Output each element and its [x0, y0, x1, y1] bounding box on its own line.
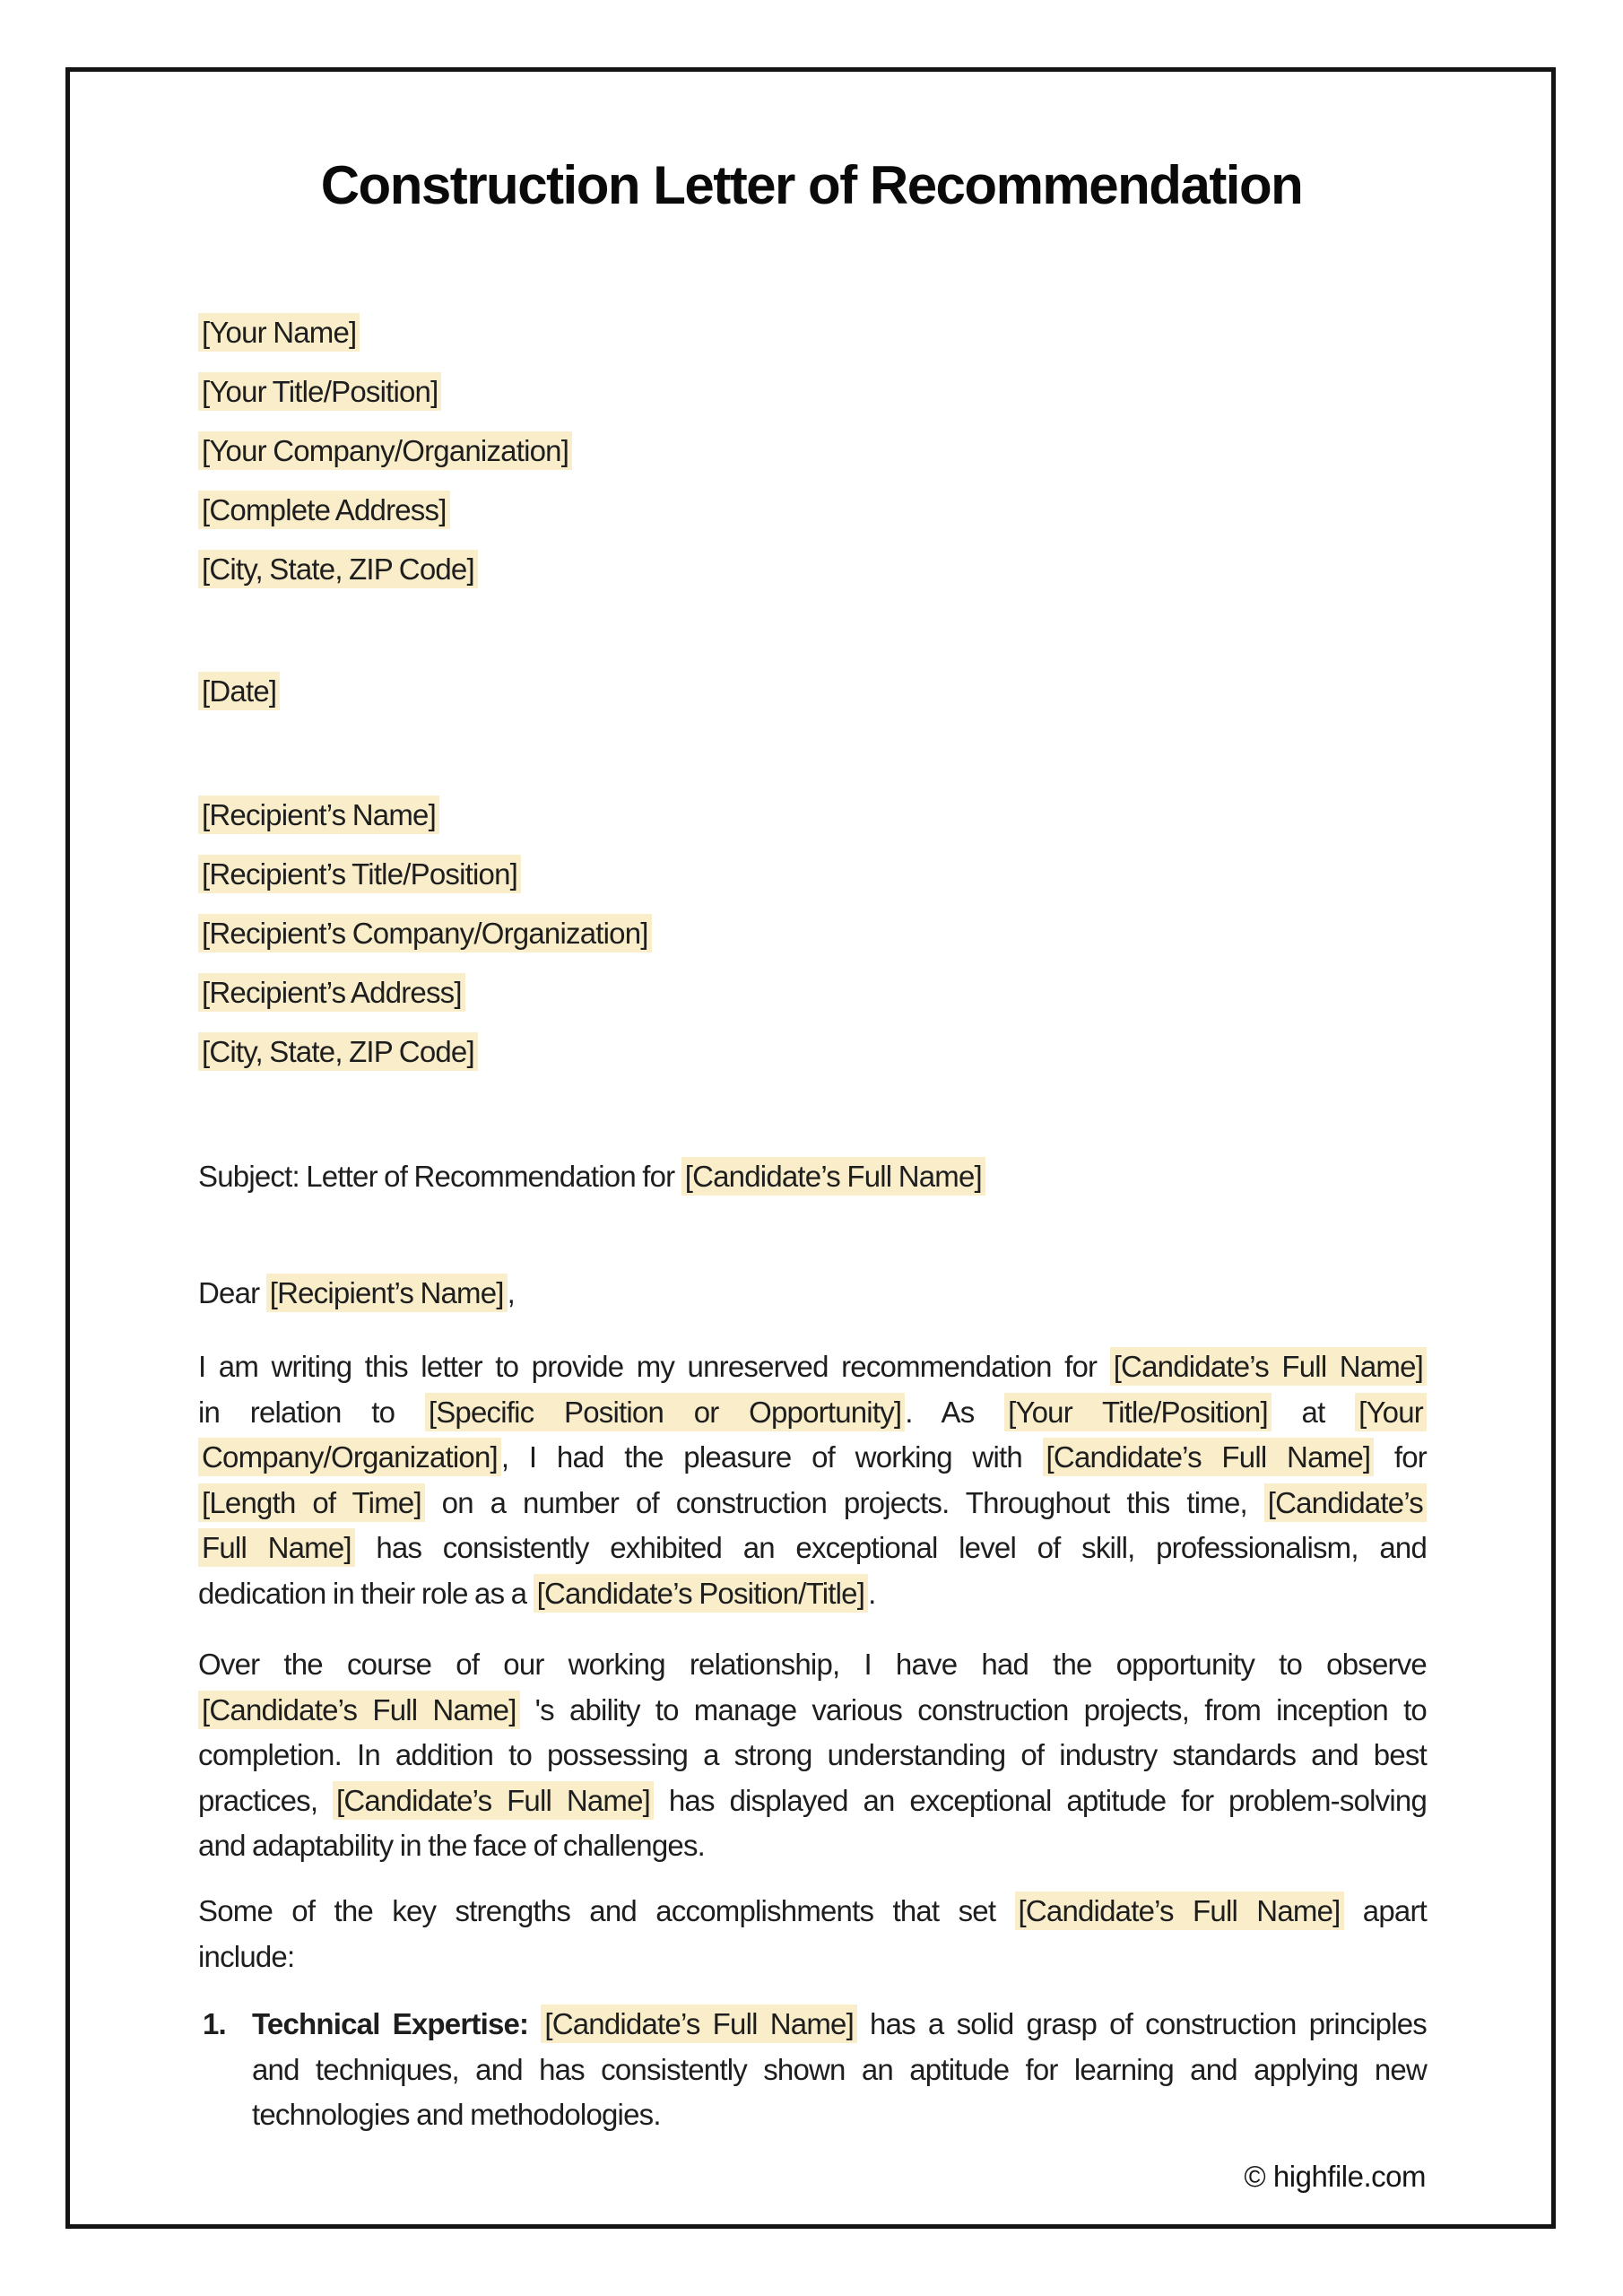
- date-line: [198, 662, 280, 721]
- text-run: in relation to: [198, 1395, 425, 1429]
- list-number: 1.: [203, 2007, 226, 2040]
- placeholder-field: [Complete Address]: [198, 491, 450, 529]
- placeholder-field: [Candidate’s Full Name]: [198, 1691, 520, 1729]
- placeholder-field: [Recipient’s Address]: [198, 973, 465, 1012]
- text-run: and adaptability in the face of challenges.: [198, 1829, 706, 1863]
- placeholder-field: [Recipient’s Title/Position]: [198, 855, 521, 893]
- placeholder-field: [Your Name]: [198, 313, 360, 352]
- text-run: for: [1374, 1440, 1427, 1474]
- text-line: [198, 1823, 1427, 1869]
- text-line: [198, 1779, 1427, 1824]
- text-line: [198, 1481, 1427, 1526]
- salutation-line: [198, 1271, 515, 1316]
- placeholder-field: [Your: [1355, 1393, 1427, 1431]
- numbered-list-item-1: [203, 2002, 1427, 2138]
- text-run: ,: [507, 1276, 516, 1309]
- placeholder-field: Full Name]: [198, 1528, 355, 1567]
- placeholder-field: [Your Company/Organization]: [198, 431, 572, 470]
- text-run: technologies and methodologies.: [252, 2098, 661, 2132]
- address-line: [198, 845, 652, 904]
- text-run: Subject: Letter of Recommendation for: [198, 1160, 681, 1193]
- text-line: [198, 1526, 1427, 1571]
- text-run: Dear: [198, 1276, 266, 1309]
- address-line: [198, 904, 652, 963]
- text-line: [203, 2002, 1427, 2048]
- text-run: practices,: [198, 1783, 334, 1817]
- placeholder-field: [City, State, ZIP Code]: [198, 1032, 478, 1071]
- footer-credit: © highfile.com: [1244, 2160, 1426, 2193]
- sender-block: [198, 303, 572, 599]
- text-run: and techniques, and has consistently shown an aptitude for learning and applying new: [252, 2052, 1427, 2086]
- address-line: [198, 481, 572, 540]
- placeholder-field: [Your Title/Position]: [198, 372, 441, 411]
- placeholder-field: [Recipient’s Name]: [266, 1274, 508, 1312]
- placeholder-field: [Candidate’s Full Name]: [333, 1781, 654, 1820]
- text-run: . As: [905, 1395, 1005, 1429]
- text-run: has displayed an exceptional aptitude for problem-solving: [654, 1783, 1427, 1817]
- placeholder-field: [Candidate’s Full Name]: [1110, 1347, 1427, 1386]
- placeholder-field: [Candidate’s Full Name]: [541, 2005, 857, 2043]
- text-line: [198, 1889, 1427, 1935]
- body-paragraph-1: [198, 1344, 1427, 1617]
- text-line: [198, 1642, 1427, 1688]
- recipient-block: [198, 786, 652, 1082]
- address-line: [198, 963, 652, 1022]
- document-title: Construction Letter of Recommendation: [320, 155, 1303, 215]
- subject-line: [198, 1154, 985, 1199]
- text-run: Technical Expertise:: [252, 2007, 542, 2040]
- text-run: , I had the pleasure of working with: [500, 1440, 1043, 1474]
- placeholder-field: [Candidate’s Full Name]: [681, 1157, 985, 1196]
- placeholder-field: [Specific Position or Opportunity]: [425, 1393, 905, 1431]
- address-line: [198, 422, 572, 481]
- text-run: at: [1271, 1395, 1356, 1429]
- text-line: [198, 1390, 1427, 1436]
- placeholder-field: [Candidate’s Full Name]: [1043, 1438, 1375, 1476]
- placeholder-field: [Recipient’s Name]: [198, 796, 439, 834]
- address-line: [198, 1022, 652, 1082]
- placeholder-field: [Length of Time]: [198, 1483, 425, 1522]
- body-paragraph-3: [198, 1889, 1427, 1979]
- placeholder-field: [Date]: [198, 672, 280, 710]
- text-run: apart: [1343, 1894, 1427, 1927]
- text-run: include:: [198, 1939, 295, 1973]
- placeholder-field: [Candidate’s Position/Title]: [534, 1574, 868, 1613]
- body-paragraph-2: [198, 1642, 1427, 1869]
- text-run: on a number of construction projects. Throughout this time,: [424, 1485, 1264, 1519]
- address-line: [198, 786, 652, 845]
- text-line: [198, 1733, 1427, 1779]
- placeholder-field: [Candidate’s Full Name]: [1015, 1892, 1344, 1930]
- address-line: [198, 540, 572, 599]
- text-line: [203, 2092, 1427, 2138]
- placeholder-field: [Candidate’s: [1264, 1483, 1427, 1522]
- text-run: completion. In addition to possessing a strong understanding of industry standards and best: [198, 1738, 1427, 1772]
- text-run: 's ability to manage various construction projects, from inception to: [519, 1692, 1427, 1726]
- address-line: [198, 303, 572, 362]
- placeholder-field: [Recipient’s Company/Organization]: [198, 914, 652, 952]
- placeholder-field: Company/Organization]: [198, 1438, 501, 1476]
- text-run: has consistently exhibited an exceptional level of skill, professionalism, and: [354, 1531, 1427, 1565]
- text-line: [198, 1435, 1427, 1481]
- text-line: [198, 1344, 1427, 1390]
- text-line: [198, 1935, 1427, 1980]
- text-run: Some of the key strengths and accomplishments that set: [198, 1894, 1015, 1927]
- text-run: .: [868, 1576, 876, 1610]
- text-run: has a solid grasp of construction principles: [856, 2007, 1427, 2040]
- text-run: Over the course of our working relationship, I have had the opportunity to observe: [198, 1648, 1427, 1681]
- text-line: [198, 1571, 1427, 1617]
- placeholder-field: [City, State, ZIP Code]: [198, 550, 478, 588]
- text-line: [198, 1688, 1427, 1734]
- date-block: [198, 662, 280, 721]
- text-run: I am writing this letter to provide my unreserved recommendation for: [198, 1350, 1110, 1383]
- text-line: [203, 2048, 1427, 2093]
- text-run: dedication in their role as a: [198, 1576, 534, 1610]
- address-line: [198, 362, 572, 422]
- placeholder-field: [Your Title/Position]: [1004, 1393, 1271, 1431]
